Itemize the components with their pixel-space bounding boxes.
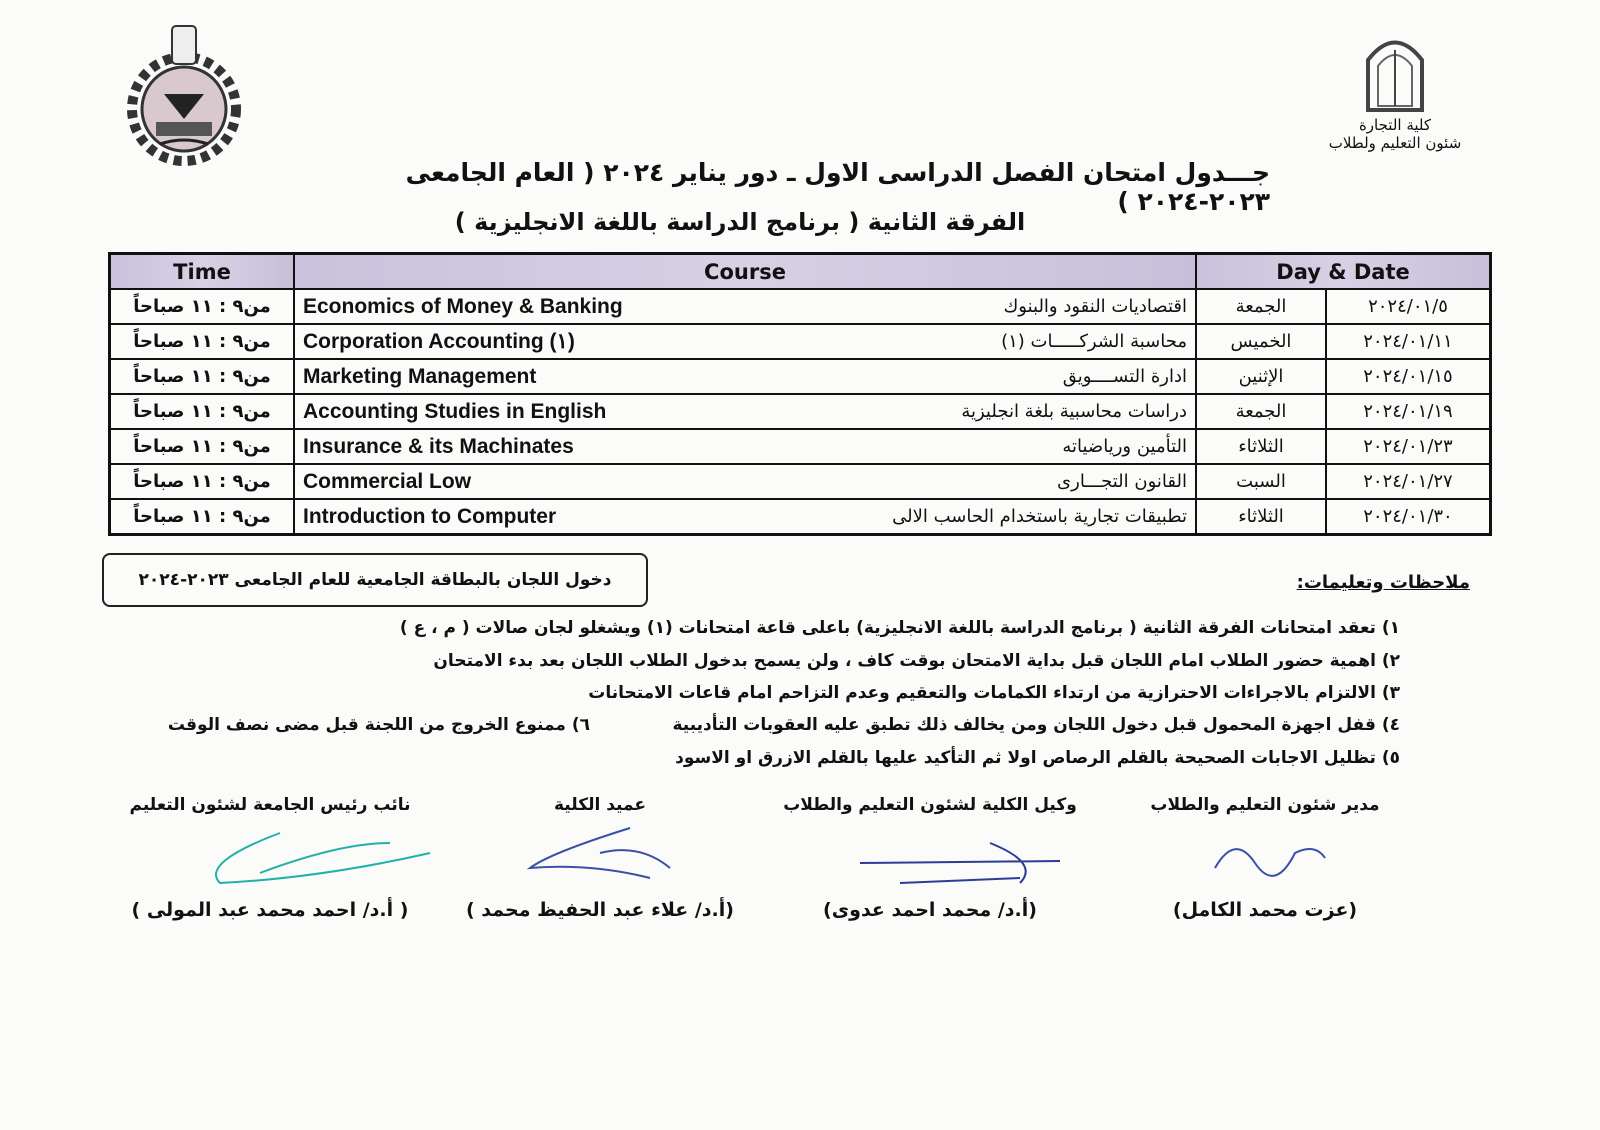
page-subtitle: الفرقة الثانية ( برنامج الدراسة باللغة الانجليزية ) — [454, 208, 1026, 236]
exam-day: الجمعة — [1196, 289, 1326, 324]
exam-date: ٢٠٢٤/٠١/١٥ — [1326, 359, 1491, 394]
exam-time: من٩ : ١١ صباحاً — [110, 359, 295, 394]
signature-block — [770, 795, 1090, 935]
course-name-en: Economics of Money & Banking — [303, 294, 623, 318]
notes-title: ملاحظات وتعليمات: — [1296, 572, 1470, 593]
signature-title: مدير شئون التعليم والطلاب — [1150, 795, 1380, 815]
handwritten-signature — [160, 823, 440, 893]
exam-time: من٩ : ١١ صباحاً — [110, 429, 295, 464]
table-row — [110, 289, 1491, 324]
exam-date: ٢٠٢٤/٠١/١٩ — [1326, 394, 1491, 429]
signature-name: ( أ.د/ احمد محمد عبد المولى ) — [131, 899, 409, 921]
course-name-ar: التأمين ورياضياته — [1062, 436, 1187, 457]
signature-block — [1105, 795, 1425, 935]
handwritten-signature — [490, 823, 690, 893]
table-row — [110, 429, 1491, 464]
signature-name: (عزت محمد الكامل) — [1172, 899, 1358, 921]
course-name-en: Accounting Studies in English — [303, 399, 607, 423]
course-name-ar: ادارة التســــويق — [1062, 366, 1187, 387]
card-notice-box: دخول اللجان بالبطاقة الجامعية للعام الجامعى ٢٠٢٣-٢٠٢٤ — [102, 553, 648, 607]
course-name-ar: القانون التجـــارى — [1057, 471, 1187, 492]
signature-block — [110, 795, 430, 935]
course-name-ar: دراسات محاسبية بلغة انجليزية — [961, 401, 1187, 422]
table-row — [110, 394, 1491, 429]
course-cell — [294, 289, 1196, 324]
exam-day: الإثنين — [1196, 359, 1326, 394]
institution-line-1: كلية التجارة — [1358, 116, 1432, 134]
exam-time: من٩ : ١١ صباحاً — [110, 289, 295, 324]
course-name-ar: اقتصاديات النقود والبنوك — [1003, 296, 1187, 317]
signature-block — [440, 795, 760, 935]
exam-day: السبت — [1196, 464, 1326, 499]
table-header-row — [110, 254, 1491, 290]
exam-date: ٢٠٢٤/٠١/٢٣ — [1326, 429, 1491, 464]
page-title: جـــدول امتحان الفصل الدراسى الاول ـ دور يناير ٢٠٢٤ ( العام الجامعى ٢٠٢٣-٢٠٢٤ ) — [405, 158, 1270, 216]
handwritten-signature — [1155, 823, 1375, 883]
header-time: Time — [110, 254, 295, 290]
table-row — [110, 464, 1491, 499]
header-course: Course — [294, 254, 1196, 290]
note-item: ٣) الالتزام بالاجراءات الاحترازية من ارتداء الكمامات والتعقيم وعدم التزاحم امام قاعات الامتحانات — [588, 683, 1400, 703]
handwritten-signature — [820, 823, 1060, 893]
note-item: ٥) تظليل الاجابات الصحيحة بالقلم الرصاص اولا ثم التأكيد عليها بالقلم الازرق او الاسود — [675, 748, 1400, 768]
note-item: ٦) ممنوع الخروج من اللجنة قبل مضى نصف الوقت — [167, 715, 590, 735]
exam-schedule-table — [108, 252, 1492, 536]
header-day-date: Day & Date — [1196, 254, 1491, 290]
note-item: ١) تعقد امتحانات الفرقة الثانية ( برنامج الدراسة باللغة الانجليزية) باعلى قاعة امتحانات (١) ويشغلو لجان صالات ( م ، ع ) — [399, 618, 1400, 638]
course-name-en: Introduction to Computer — [303, 504, 557, 528]
university-logo — [1300, 30, 1490, 152]
exam-day: الخميس — [1196, 324, 1326, 359]
exam-time: من٩ : ١١ صباحاً — [110, 464, 295, 499]
note-item: ٤) قفل اجهزة المحمول قبل دخول اللجان ومن يخالف ذلك تطبق عليه العقوبات التأديبية — [672, 715, 1400, 735]
course-name-ar: محاسبة الشركـــــات (١) — [1001, 331, 1187, 352]
course-cell — [294, 429, 1196, 464]
course-name-en: Marketing Management — [303, 364, 537, 388]
course-name-en: Commercial Low — [303, 469, 472, 493]
table-row — [110, 324, 1491, 359]
exam-date: ٢٠٢٤/٠١/٥ — [1326, 289, 1491, 324]
course-cell — [294, 324, 1196, 359]
signature-title: نائب رئيس الجامعة لشئون التعليم — [129, 795, 411, 815]
course-name-en: Corporation Accounting (١) — [303, 330, 575, 353]
course-name-ar: تطبيقات تجارية باستخدام الحاسب الالى — [892, 506, 1187, 527]
course-cell — [294, 499, 1196, 535]
signature-title: عميد الكلية — [554, 795, 646, 815]
exam-time: من٩ : ١١ صباحاً — [110, 324, 295, 359]
signature-name: (أ.د/ علاء عبد الحفيظ محمد ) — [466, 899, 734, 921]
exam-day: الثلاثاء — [1196, 499, 1326, 535]
signature-title: وكيل الكلية لشئون التعليم والطلاب — [783, 795, 1077, 815]
course-cell — [294, 464, 1196, 499]
signature-name: (أ.د/ محمد احمد عدوى) — [823, 899, 1037, 921]
exam-date: ٢٠٢٤/٠١/٣٠ — [1326, 499, 1491, 535]
exam-day: الجمعة — [1196, 394, 1326, 429]
exam-date: ٢٠٢٤/٠١/٢٧ — [1326, 464, 1491, 499]
exam-date: ٢٠٢٤/٠١/١١ — [1326, 324, 1491, 359]
note-item: ٢) اهمية حضور الطلاب امام اللجان قبل بداية الامتحان بوقت كاف ، ولن يسمح بدخول الطلاب اللجان بعد بدء الامتحان — [433, 651, 1400, 671]
university-emblem-icon — [1360, 30, 1430, 112]
course-name-en: Insurance & its Machinates — [303, 434, 574, 458]
course-cell — [294, 359, 1196, 394]
faculty-emblem-logo — [126, 24, 242, 169]
exam-time: من٩ : ١١ صباحاً — [110, 394, 295, 429]
course-cell — [294, 394, 1196, 429]
table-row — [110, 359, 1491, 394]
exam-day: الثلاثاء — [1196, 429, 1326, 464]
institution-line-2: شئون التعليم ولطلاب — [1328, 134, 1462, 152]
table-row — [110, 499, 1491, 535]
exam-time: من٩ : ١١ صباحاً — [110, 499, 295, 535]
